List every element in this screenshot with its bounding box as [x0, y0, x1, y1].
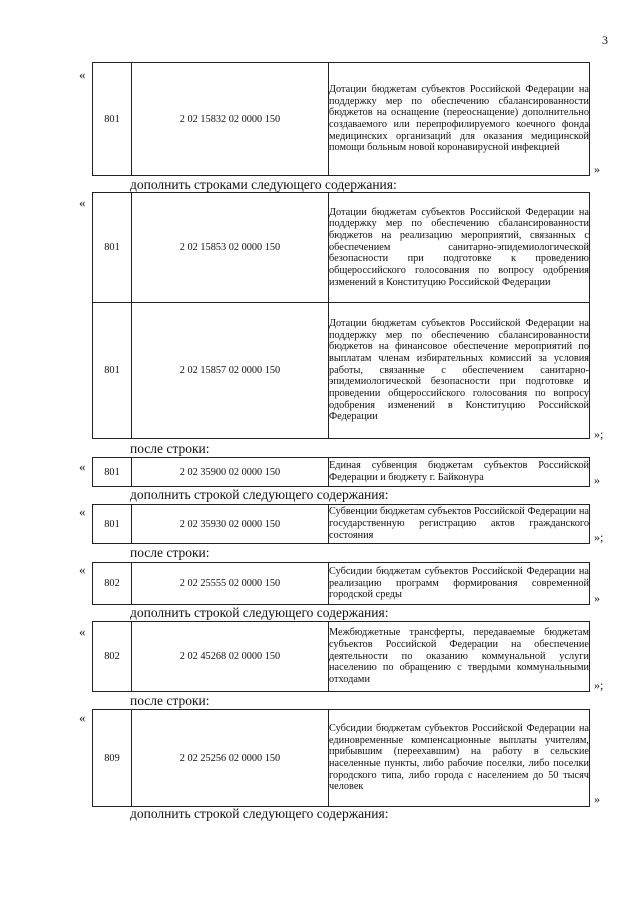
budget-table: [92, 192, 590, 439]
page-number: 3: [602, 33, 608, 47]
admin-code-cell: 809: [93, 710, 132, 807]
table-row: [93, 63, 590, 176]
budget-table: [92, 457, 590, 487]
instruction-text: дополнить строкой следующего содержания:: [130, 487, 389, 502]
kbk-code-cell: 2 02 15853 02 0000 150: [132, 193, 329, 303]
admin-code-cell: 801: [93, 303, 132, 439]
table-row: [93, 458, 590, 487]
admin-code-cell: 801: [93, 193, 132, 303]
opening-quote: «: [79, 562, 86, 577]
admin-code-cell: 802: [93, 563, 132, 605]
instruction-text: после строки:: [130, 545, 210, 560]
opening-quote: «: [79, 504, 86, 519]
closing-quote: »: [594, 162, 600, 176]
opening-quote: «: [79, 624, 86, 639]
opening-quote: «: [79, 67, 86, 82]
kbk-code-cell: 2 02 35930 02 0000 150: [132, 505, 329, 544]
budget-table: [92, 562, 590, 605]
closing-quote: »;: [594, 427, 604, 441]
budget-table: [92, 62, 590, 176]
table-row: [93, 622, 590, 692]
description-cell: Субсидии бюджетам субъектов Российской Федерации на реализацию программ формирования современной городской среды: [329, 563, 590, 605]
admin-code-cell: 801: [93, 63, 132, 176]
description-cell: Межбюджетные трансферты, передаваемые бюджетам субъектов Российской Федерации на обеспечение деятельности по оказанию коммунальной услуги населению по обращению с твердыми коммунальными отходами: [329, 622, 590, 692]
admin-code-cell: 801: [93, 505, 132, 544]
instruction-text: дополнить строкой следующего содержания:: [130, 605, 389, 620]
closing-quote: »;: [594, 678, 604, 692]
opening-quote: «: [79, 195, 86, 210]
closing-quote: »: [594, 591, 600, 605]
instruction-text: дополнить строкой следующего содержания:: [130, 806, 389, 821]
kbk-code-cell: 2 02 35900 02 0000 150: [132, 458, 329, 487]
instruction-text: после строки:: [130, 441, 210, 456]
opening-quote: «: [79, 710, 86, 725]
table-row: [93, 505, 590, 544]
budget-table: [92, 621, 590, 692]
kbk-code-cell: 2 02 15832 02 0000 150: [132, 63, 329, 176]
closing-quote: »: [594, 473, 600, 487]
closing-quote: »: [594, 792, 600, 806]
table-row: [93, 193, 590, 303]
opening-quote: «: [79, 459, 86, 474]
admin-code-cell: 802: [93, 622, 132, 692]
instruction-text: дополнить строками следующего содержания:: [130, 177, 397, 192]
kbk-code-cell: 2 02 25555 02 0000 150: [132, 563, 329, 605]
budget-table: [92, 504, 590, 544]
instruction-text: после строки:: [130, 693, 210, 708]
table-row: [93, 710, 590, 807]
description-cell: Субвенции бюджетам субъектов Российской Федерации на государственную регистрацию актов гражданского состояния: [329, 505, 590, 544]
description-cell: Дотации бюджетам субъектов Российской Федерации на поддержку мер по обеспечению сбалансированности бюджетов на оснащение (переоснащение) дополнительно создаваемого или перепрофилируемого коечного фонда медицинских организаций для оказания медицинской помощи больным новой коронавирусной инфекцией: [329, 63, 590, 176]
description-cell: Единая субвенция бюджетам субъектов Российской Федерации и бюджету г. Байконура: [329, 458, 590, 487]
budget-table: [92, 709, 590, 807]
table-row: [93, 303, 590, 439]
admin-code-cell: 801: [93, 458, 132, 487]
closing-quote: »;: [594, 530, 604, 544]
description-cell: Дотации бюджетам субъектов Российской Федерации на поддержку мер по обеспечению сбалансированности бюджетов на финансовое обеспечение мероприятий по выплатам членам избирательных комиссий за условия работы, связанные с обеспечением санитарно-эпидемиологической безопасности при подготовке и проведении общероссийского голосования по вопросу одобрения изменений в Конституцию Российской Федерации: [329, 303, 590, 439]
kbk-code-cell: 2 02 25256 02 0000 150: [132, 710, 329, 807]
kbk-code-cell: 2 02 45268 02 0000 150: [132, 622, 329, 692]
kbk-code-cell: 2 02 15857 02 0000 150: [132, 303, 329, 439]
description-cell: Дотации бюджетам субъектов Российской Федерации на поддержку мер по обеспечению сбалансированности бюджетов на реализацию мероприятий, связанных с обеспечением санитарно-эпидемиологической безопасности при подготовке к проведению общероссийского голосования по вопросу одобрения изменений в Конституцию Российской Федерации: [329, 193, 590, 303]
description-cell: Субсидии бюджетам субъектов Российской Федерации на единовременные компенсационные выплаты учителям, прибывшим (переехавшим) на работу в сельские населенные пункты, либо рабочие поселки, либо поселки городского типа, либо города с населением до 50 тысяч человек: [329, 710, 590, 807]
table-row: [93, 563, 590, 605]
